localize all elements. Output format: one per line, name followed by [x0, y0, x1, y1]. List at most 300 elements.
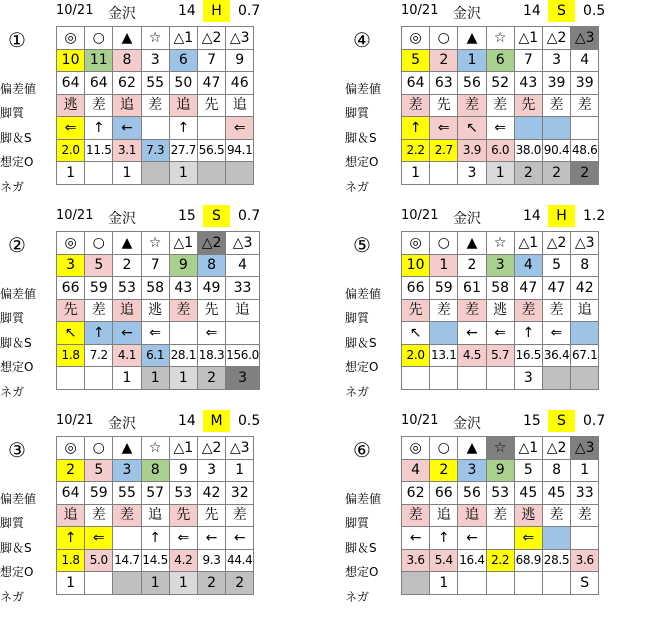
grid-cell	[85, 572, 113, 595]
grid-cell: 差	[113, 504, 141, 527]
row-label: 偏差値	[345, 492, 382, 506]
grid-cell: 67.1	[571, 344, 599, 367]
grid-cell: 4	[226, 254, 260, 277]
grid-cell	[514, 572, 542, 595]
style-row	[402, 504, 599, 527]
grid-cell: ⇐	[514, 527, 542, 550]
runner-count: 14	[178, 413, 196, 429]
grid-cell: 8	[141, 459, 169, 482]
grid-cell	[458, 572, 486, 595]
grid-cell	[226, 162, 254, 185]
grid-cell: 58	[141, 277, 169, 300]
nega-row	[402, 162, 599, 185]
grid-cell: ○	[430, 437, 458, 460]
row-label: 脚＆S	[0, 130, 32, 145]
grid-cell: 47	[514, 277, 542, 300]
grid-cell: 56	[458, 72, 486, 95]
race-date: 10/21	[401, 208, 439, 223]
row-label: 脚質	[345, 106, 370, 121]
grid-cell: 5	[85, 459, 113, 482]
grid-cell	[57, 367, 85, 390]
race-number: ⑥	[353, 438, 371, 462]
deviation-row	[402, 482, 599, 505]
row-label: 脚質	[0, 311, 25, 326]
grid-cell: ↑	[430, 527, 458, 550]
grid-cell: 5.0	[85, 549, 113, 572]
odds-row	[402, 139, 599, 162]
grid-cell: ▲	[458, 437, 486, 460]
grid-cell: 1	[57, 572, 85, 595]
row-labels	[0, 487, 56, 609]
grid-cell: 33	[571, 482, 599, 505]
grid-cell: 先	[169, 504, 197, 527]
grid-cell: 55	[141, 72, 169, 95]
grid-cell: ○	[85, 27, 113, 50]
grid-cell: △1	[169, 27, 197, 50]
grid-cell: 3	[226, 367, 260, 390]
grid-cell: ▲	[113, 232, 141, 255]
grid-cell: 2.7	[430, 139, 458, 162]
grid-cell: 4	[571, 49, 599, 72]
grid-cell	[430, 322, 458, 345]
grid-cell: 42	[197, 482, 225, 505]
grid-cell: 5.7	[486, 344, 514, 367]
grid-cell: 逃	[514, 504, 542, 527]
grid-cell: 1	[458, 49, 486, 72]
horse-row	[57, 459, 254, 482]
grid-cell: 追	[430, 504, 458, 527]
grid-cell: 18.3	[197, 344, 225, 367]
grid-cell: ↑	[85, 322, 113, 345]
row-label: 偏差値	[0, 82, 37, 96]
deviation-row	[402, 72, 599, 95]
row-labels	[345, 487, 401, 609]
grid-cell: ○	[430, 27, 458, 50]
grid-cell: 1	[430, 254, 458, 277]
grid-cell: 1	[113, 162, 141, 185]
grid-cell: 2	[571, 162, 599, 185]
grid-cell: 7	[141, 254, 169, 277]
grid-cell: ⇐	[57, 117, 85, 140]
grid-cell: 9	[226, 49, 254, 72]
grid-cell: 66	[57, 277, 85, 300]
grid-cell: 10	[402, 254, 430, 277]
race-number: ④	[353, 28, 371, 52]
grid-cell	[486, 527, 514, 550]
grid-cell: 差	[402, 504, 430, 527]
grid-cell: ○	[430, 232, 458, 255]
grid-cell: 57	[141, 482, 169, 505]
grid-cell: 3	[113, 459, 141, 482]
grid-cell: ▲	[458, 27, 486, 50]
grid-cell: ↖	[458, 117, 486, 140]
grid-cell: 追	[458, 504, 486, 527]
grid-cell: 46	[226, 72, 254, 95]
grid-cell: 16.4	[458, 549, 486, 572]
mark-row	[402, 232, 599, 255]
grid-cell: 63	[430, 72, 458, 95]
deviation-row	[57, 482, 254, 505]
grid-cell	[430, 162, 458, 185]
grid-cell: 1	[169, 367, 197, 390]
grid-cell: 追	[169, 94, 197, 117]
grid-cell: 3	[141, 49, 169, 72]
grid-cell	[402, 367, 430, 390]
grid-cell: 1	[169, 162, 197, 185]
row-label: ネガ	[345, 179, 370, 194]
race-venue: 金沢	[108, 6, 136, 22]
race-header	[0, 0, 320, 24]
grid-cell: ←	[113, 322, 141, 345]
race-grade-badge: M	[203, 410, 230, 432]
grid-cell: 32	[226, 482, 254, 505]
runner-count: 14	[523, 3, 541, 19]
mark-row	[57, 437, 254, 460]
grid-cell: 差	[226, 504, 254, 527]
grid-cell: ◎	[402, 27, 430, 50]
grid-cell	[113, 572, 141, 595]
grid-cell	[85, 162, 113, 185]
grid-cell: 8	[542, 459, 570, 482]
row-label: 脚＆S	[345, 540, 377, 555]
nega-row	[402, 367, 599, 390]
row-label: 偏差値	[0, 287, 37, 301]
grid-cell: △1	[514, 232, 542, 255]
race-venue: 金沢	[453, 6, 481, 22]
leg-row	[57, 117, 254, 140]
race-block	[345, 410, 657, 610]
grid-cell: ←	[458, 527, 486, 550]
row-labels	[0, 77, 56, 199]
grid-cell: ◎	[402, 232, 430, 255]
grid-cell: 43	[514, 72, 542, 95]
race-value: 0.7	[583, 413, 606, 429]
grid-cell: 1	[141, 367, 169, 390]
horse-row	[402, 49, 599, 72]
race-header	[345, 0, 657, 24]
grid-cell: 先	[197, 299, 225, 322]
grid-cell: 1	[226, 459, 254, 482]
grid-cell	[141, 162, 169, 185]
race-block	[0, 205, 320, 405]
grid-cell: 16.5	[514, 344, 542, 367]
grid-cell: 6.0	[486, 139, 514, 162]
grid-cell: 5	[85, 254, 113, 277]
grid-cell	[571, 322, 599, 345]
race-block	[345, 0, 657, 200]
row-label: 脚＆S	[345, 335, 377, 350]
grid-cell: 156.0	[226, 344, 260, 367]
grid-cell: 61	[458, 277, 486, 300]
race-grade-badge: S	[548, 410, 575, 432]
odds-row	[57, 344, 260, 367]
race-grade-badge: H	[203, 0, 230, 22]
grid-cell: 差	[542, 299, 570, 322]
grid-cell: 追	[57, 504, 85, 527]
row-label: 想定O	[0, 565, 34, 580]
race-header	[345, 410, 657, 434]
grid-cell: 58	[486, 277, 514, 300]
grid-cell: ⇐	[226, 117, 254, 140]
grid-cell: 5	[542, 254, 570, 277]
grid-cell: ⇐	[169, 527, 197, 550]
grid-cell: 66	[430, 482, 458, 505]
grid-cell: 14.5	[141, 549, 169, 572]
grid-cell: 先	[197, 504, 225, 527]
grid-cell: 7.2	[85, 344, 113, 367]
grid-cell: ☆	[141, 27, 169, 50]
race-header	[345, 205, 657, 229]
grid-cell: 64	[57, 482, 85, 505]
grid-cell: 追	[226, 299, 260, 322]
grid-cell: ⇐	[486, 322, 514, 345]
grid-cell: ↑	[514, 322, 542, 345]
grid-cell: 55	[113, 482, 141, 505]
race-number: ③	[8, 438, 26, 462]
grid-cell: 2	[113, 254, 141, 277]
grid-cell: ⇐	[141, 322, 169, 345]
grid-cell: ☆	[141, 437, 169, 460]
grid-cell: ⇐	[486, 117, 514, 140]
grid-cell: 差	[85, 504, 113, 527]
row-label: 偏差値	[0, 492, 37, 506]
row-label: 想定O	[0, 360, 34, 375]
grid-cell: 3	[458, 162, 486, 185]
leg-row	[57, 322, 260, 345]
mark-row	[402, 27, 599, 50]
row-label: ネガ	[0, 179, 25, 194]
row-label: 偏差値	[345, 287, 382, 301]
race-date: 10/21	[401, 3, 439, 18]
grid-cell: 3.1	[113, 139, 141, 162]
grid-cell: 11.5	[85, 139, 113, 162]
prediction-grid	[56, 26, 254, 185]
odds-row	[57, 139, 254, 162]
grid-cell: 9.3	[197, 549, 225, 572]
mark-row	[57, 232, 260, 255]
grid-cell: 差	[458, 299, 486, 322]
grid-cell: 先	[402, 299, 430, 322]
grid-cell: 逃	[141, 299, 169, 322]
race-grade-badge: S	[548, 0, 575, 22]
grid-cell: 56.5	[197, 139, 225, 162]
row-label: 脚質	[345, 311, 370, 326]
grid-cell: ◎	[57, 232, 85, 255]
grid-cell: 逃	[486, 299, 514, 322]
grid-cell: 3	[197, 459, 225, 482]
grid-cell: ↑	[402, 117, 430, 140]
grid-cell: 9	[169, 254, 197, 277]
grid-cell: △2	[542, 232, 570, 255]
grid-cell: 5	[514, 459, 542, 482]
row-label: 脚＆S	[0, 540, 32, 555]
grid-cell: 48.6	[571, 139, 599, 162]
grid-cell: 6	[169, 49, 197, 72]
row-label: 脚＆S	[345, 130, 377, 145]
grid-cell: 2.0	[402, 344, 430, 367]
horse-row	[57, 254, 260, 277]
grid-cell: 2	[197, 367, 225, 390]
grid-cell: 3	[542, 49, 570, 72]
row-label: 脚質	[0, 516, 25, 531]
row-label: 脚質	[0, 106, 25, 121]
grid-cell: 差	[514, 299, 542, 322]
grid-cell: 先	[57, 299, 85, 322]
grid-cell: 64	[85, 72, 113, 95]
grid-cell: 1	[571, 459, 599, 482]
style-row	[57, 94, 254, 117]
mark-row	[402, 437, 599, 460]
grid-cell: 11	[85, 49, 113, 72]
grid-cell	[514, 117, 542, 140]
grid-cell: 47	[197, 72, 225, 95]
grid-cell: 差	[571, 94, 599, 117]
grid-cell: ↑	[57, 527, 85, 550]
grid-cell: △2	[542, 437, 570, 460]
grid-cell: △1	[514, 27, 542, 50]
grid-cell: ↑	[169, 117, 197, 140]
grid-cell	[542, 117, 570, 140]
grid-cell: ↑	[141, 527, 169, 550]
row-label: 想定O	[0, 155, 34, 170]
grid-cell: 差	[430, 299, 458, 322]
grid-cell: 追	[571, 299, 599, 322]
grid-cell: ⇐	[197, 322, 225, 345]
mark-row	[57, 27, 254, 50]
grid-cell: △3	[571, 232, 599, 255]
race-grade-badge: S	[203, 205, 230, 227]
grid-cell: 差	[571, 504, 599, 527]
grid-cell: 4	[514, 254, 542, 277]
grid-cell: 68.9	[514, 549, 542, 572]
grid-cell: 差	[402, 94, 430, 117]
grid-cell: 94.1	[226, 139, 254, 162]
race-grade-badge: H	[548, 205, 575, 227]
grid-cell: 1	[57, 162, 85, 185]
race-header	[0, 205, 320, 229]
row-label: 想定O	[345, 360, 379, 375]
grid-cell: 1	[169, 572, 197, 595]
grid-cell: ○	[85, 232, 113, 255]
prediction-grid	[56, 231, 260, 390]
runner-count: 15	[178, 208, 196, 224]
grid-cell: ▲	[113, 27, 141, 50]
grid-cell: ←	[197, 527, 225, 550]
leg-row	[402, 527, 599, 550]
row-label: 偏差値	[345, 82, 382, 96]
grid-cell	[571, 367, 599, 390]
grid-cell: ☆	[486, 232, 514, 255]
grid-cell: 4.1	[113, 344, 141, 367]
grid-cell: △1	[169, 232, 197, 255]
grid-cell: 追	[113, 94, 141, 117]
grid-cell: 1	[486, 162, 514, 185]
grid-cell: ☆	[486, 437, 514, 460]
grid-cell: S	[571, 572, 599, 595]
grid-cell: 59	[85, 277, 113, 300]
grid-cell: 8	[571, 254, 599, 277]
grid-cell: 差	[542, 504, 570, 527]
grid-cell: 2	[430, 459, 458, 482]
grid-cell: △2	[197, 27, 225, 50]
grid-cell: △3	[226, 437, 254, 460]
grid-cell: 2	[430, 49, 458, 72]
grid-cell: ◎	[57, 27, 85, 50]
grid-cell: 39	[571, 72, 599, 95]
grid-cell: 53	[486, 482, 514, 505]
grid-cell: 差	[85, 299, 113, 322]
grid-cell: 4.5	[458, 344, 486, 367]
grid-cell: △2	[197, 232, 225, 255]
runner-count: 14	[178, 3, 196, 19]
grid-cell: 1	[402, 162, 430, 185]
grid-cell: 3	[458, 459, 486, 482]
grid-cell: 差	[542, 94, 570, 117]
grid-cell: △3	[226, 232, 260, 255]
grid-cell: 62	[402, 482, 430, 505]
grid-cell	[571, 117, 599, 140]
race-value: 0.7	[238, 3, 261, 19]
grid-cell: 42	[571, 277, 599, 300]
grid-cell: △3	[571, 437, 599, 460]
grid-cell: 差	[141, 94, 169, 117]
grid-cell: 2	[458, 254, 486, 277]
grid-cell: 8	[113, 49, 141, 72]
runner-count: 15	[523, 413, 541, 429]
grid-cell: 43	[169, 277, 197, 300]
grid-cell	[458, 367, 486, 390]
grid-cell: ↑	[85, 117, 113, 140]
grid-cell: ☆	[141, 232, 169, 255]
grid-cell: ←	[226, 527, 254, 550]
grid-cell: 5.4	[430, 549, 458, 572]
grid-cell: 2	[514, 162, 542, 185]
runner-count: 14	[523, 208, 541, 224]
grid-cell: 1	[113, 367, 141, 390]
horse-row	[402, 459, 599, 482]
grid-cell	[486, 367, 514, 390]
race-venue: 金沢	[453, 211, 481, 227]
nega-row	[402, 572, 599, 595]
grid-cell: ◎	[402, 437, 430, 460]
grid-cell: 2	[542, 162, 570, 185]
grid-cell: 1	[430, 572, 458, 595]
grid-cell: 5	[402, 49, 430, 72]
deviation-row	[57, 277, 260, 300]
grid-cell: 2	[226, 572, 254, 595]
grid-cell: 49	[197, 277, 225, 300]
grid-cell: 3.9	[458, 139, 486, 162]
grid-cell: 53	[113, 277, 141, 300]
race-value: 1.2	[583, 208, 606, 224]
grid-cell: △3	[571, 27, 599, 50]
grid-cell: 3.6	[571, 549, 599, 572]
grid-cell: ○	[85, 437, 113, 460]
grid-cell	[402, 572, 430, 595]
row-label: 脚＆S	[0, 335, 32, 350]
race-venue: 金沢	[108, 211, 136, 227]
grid-cell: △3	[226, 27, 254, 50]
style-row	[57, 299, 260, 322]
row-label: 想定O	[345, 565, 379, 580]
race-value: 0.5	[583, 3, 606, 19]
grid-cell: ▲	[113, 437, 141, 460]
grid-cell: 14.7	[113, 549, 141, 572]
grid-cell	[542, 527, 570, 550]
grid-cell: 追	[141, 504, 169, 527]
deviation-row	[402, 277, 599, 300]
grid-cell: 53	[169, 482, 197, 505]
